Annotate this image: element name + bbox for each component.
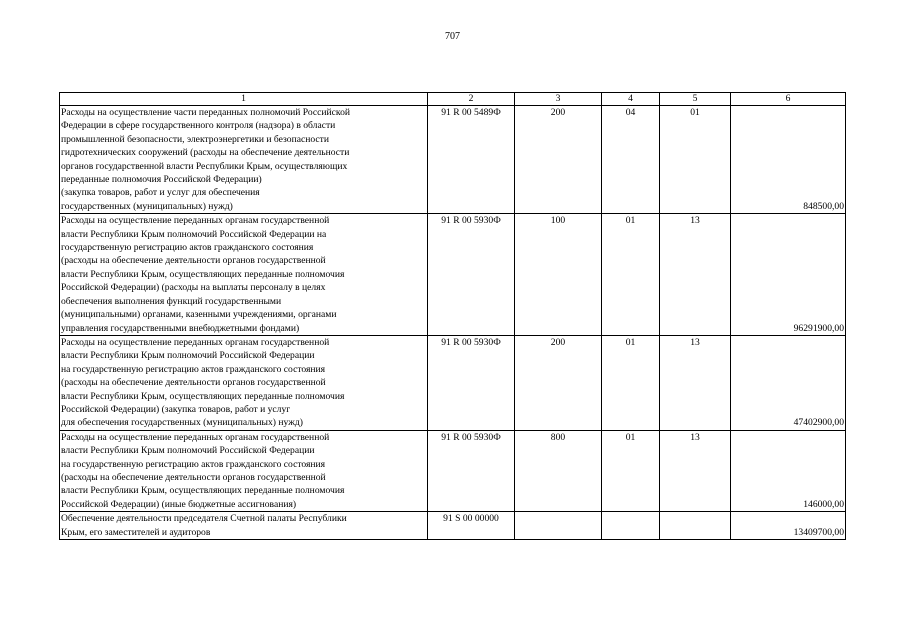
row-target-code: 91 R 00 5930Ф [428, 430, 515, 511]
table-row [60, 106, 846, 214]
row-subsection [660, 512, 731, 540]
row-section: 01 [602, 430, 660, 511]
row-amount: 13409700,00 [731, 512, 846, 540]
header-cell-5: 5 [660, 93, 731, 106]
row-subsection: 13 [660, 214, 731, 336]
row-target-code: 91 R 00 5489Ф [428, 106, 515, 214]
table-row [60, 335, 846, 430]
row-expense-type: 200 [515, 335, 602, 430]
row-description: Расходы на осуществление части переданных полномочий Российской Федерации в сфере государственного контроля (надзора) в области промышленной безопасности, электроэнергетики и безопасности гидротехнических сооружений (расходы на обеспечение деятельности органов государственной власти Республики Крым, осуществляющих переданные полномочия Российской Федерации) (закупка товаров, работ и услуг для обеспечения государственных (муниципальных) нужд) [60, 106, 428, 214]
row-expense-type: 100 [515, 214, 602, 336]
row-section: 04 [602, 106, 660, 214]
row-section: 01 [602, 214, 660, 336]
row-description: Расходы на осуществление переданных органам государственной власти Республики Крым полномочий Российской Федерации на государственную регистрацию актов гражданского состояния (расходы на обеспечение деятельности органов государственной власти Республики Крым, осуществляющих переданные полномочия Российской Федерации) (расходы на выплаты персоналу в целях обеспечения выполнения функций государственными (муниципальными) органами, казенными учреждениями, органами управления государственными внебюджетными фондами) [60, 214, 428, 336]
row-amount: 96291900,00 [731, 214, 846, 336]
table-row [60, 512, 846, 540]
row-expense-type: 800 [515, 430, 602, 511]
table-row [60, 430, 846, 511]
row-expense-type [515, 512, 602, 540]
page-number: 707 [445, 31, 460, 42]
row-subsection: 01 [660, 106, 731, 214]
row-amount: 47402900,00 [731, 335, 846, 430]
row-description: Расходы на осуществление переданных органам государственной власти Республики Крым полномочий Российской Федерации на государственную регистрацию актов гражданского состояния (расходы на обеспечение деятельности органов государственной власти Республики Крым, осуществляющих переданные полномочия Российской Федерации) (закупка товаров, работ и услуг для обеспечения государственных (муниципальных) нужд) [60, 335, 428, 430]
row-subsection: 13 [660, 335, 731, 430]
table-row [60, 214, 846, 336]
row-section: 01 [602, 335, 660, 430]
row-section [602, 512, 660, 540]
header-cell-6: 6 [731, 93, 846, 106]
row-description: Расходы на осуществление переданных органам государственной власти Республики Крым полномочий Российской Федерации на государственную регистрацию актов гражданского состояния (расходы на обеспечение деятельности органов государственной власти Республики Крым, осуществляющих переданные полномочия Российской Федерации) (иные бюджетные ассигнования) [60, 430, 428, 511]
budget-table [59, 92, 846, 540]
header-cell-3: 3 [515, 93, 602, 106]
header-cell-2: 2 [428, 93, 515, 106]
header-cell-1: 1 [60, 93, 428, 106]
row-description: Обеспечение деятельности председателя Счетной палаты Республики Крым, его заместителей и аудиторов [60, 512, 428, 540]
row-expense-type: 200 [515, 106, 602, 214]
row-amount: 146000,00 [731, 430, 846, 511]
row-subsection: 13 [660, 430, 731, 511]
row-target-code: 91 S 00 00000 [428, 512, 515, 540]
table-header-row [60, 93, 846, 106]
row-amount: 848500,00 [731, 106, 846, 214]
row-target-code: 91 R 00 5930Ф [428, 214, 515, 336]
row-target-code: 91 R 00 5930Ф [428, 335, 515, 430]
header-cell-4: 4 [602, 93, 660, 106]
